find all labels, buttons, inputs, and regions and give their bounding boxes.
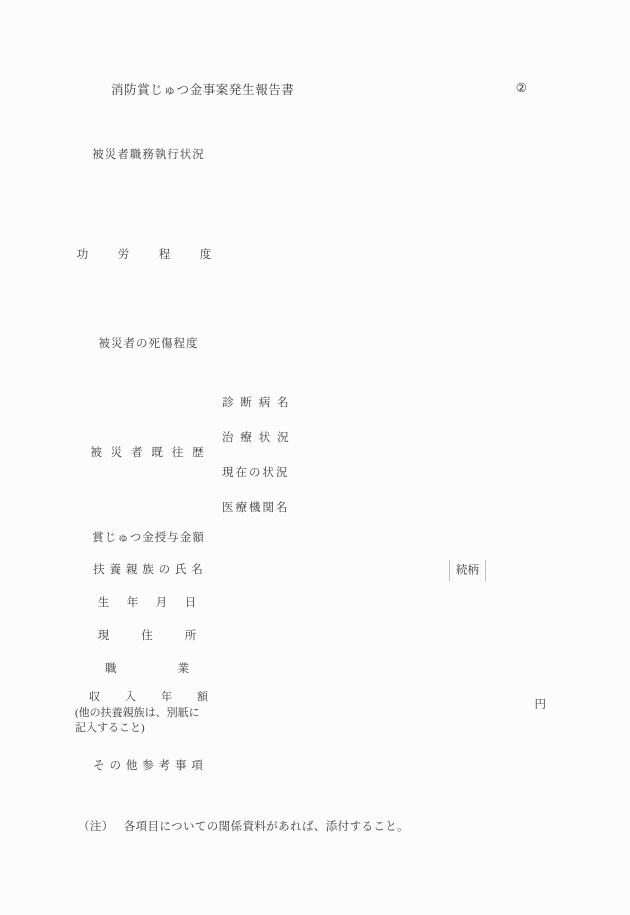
label-other-remarks: そ の 他 参 考 事 項 <box>93 760 204 773</box>
table-row-award-amount <box>75 524 556 554</box>
page-number-mark: ② <box>515 81 527 95</box>
value-other-remarks[interactable] <box>222 741 556 793</box>
value-duty-status[interactable] <box>222 106 556 206</box>
table-row-annual-income <box>75 686 556 741</box>
value-injury-degree[interactable] <box>222 306 556 384</box>
label-history-treatment[interactable]: 治 療 状 況 <box>222 431 291 444</box>
table-row-dependent-name <box>75 554 556 587</box>
table-row-injury-degree <box>75 306 556 384</box>
label-history-current-status[interactable]: 現在の状況 <box>222 466 290 479</box>
table-row-birthdate <box>75 587 556 620</box>
value-occupation[interactable] <box>222 653 556 686</box>
value-dependent-name[interactable] <box>222 554 556 587</box>
label-medical-history: 被 災 者 既 往 歴 <box>90 447 207 460</box>
footer-note-head: （注） <box>78 821 114 833</box>
table-row-occupation <box>75 653 556 686</box>
label-address: 現 住 所 <box>97 629 200 642</box>
label-annual-income-line1: 収 入 年 額 <box>89 690 215 703</box>
label-duty-status: 被災者職務執行状況 <box>92 149 205 162</box>
footer-note <box>78 818 409 834</box>
footer-note-text: 各項目についての関係資料があれば、添付すること。 <box>123 821 410 833</box>
label-dependent-name: 扶 養 親 族 の 氏 名 <box>93 563 204 576</box>
label-relation[interactable]: 続柄 <box>449 560 486 582</box>
value-award-amount[interactable] <box>222 524 556 554</box>
label-annual-income <box>75 686 222 741</box>
label-injury-degree: 被災者の死傷程度 <box>98 338 199 351</box>
value-birthdate[interactable] <box>222 587 556 620</box>
label-annual-income-line2: (他の扶養親族は、別紙に <box>75 706 200 719</box>
page-title: 消防賞じゅつ金事案発生報告書 <box>111 83 295 97</box>
label-annual-income-line3: 記入すること) <box>75 722 145 735</box>
label-award-amount: 賞じゅつ金授与金額 <box>92 532 205 545</box>
label-history-institution[interactable]: 医療機関名 <box>222 501 290 514</box>
table-row-other-remarks <box>75 741 556 793</box>
label-currency-unit: 円 <box>534 698 546 711</box>
report-form-table <box>75 106 556 793</box>
table-row-history-diagnosis <box>75 384 556 419</box>
label-birthdate: 生 年 月 日 <box>97 596 200 609</box>
value-address[interactable] <box>222 620 556 653</box>
label-occupation: 職 業 <box>105 662 192 675</box>
table-row-duty-status <box>75 106 556 206</box>
label-history-diagnosis[interactable]: 診 断 病 名 <box>222 396 291 409</box>
value-merit-degree[interactable] <box>222 206 556 306</box>
table-row-address <box>75 620 556 653</box>
form-header <box>75 80 557 102</box>
label-merit-degree: 功 労 程 度 <box>76 249 221 262</box>
table-row-merit-degree <box>75 206 556 306</box>
value-annual-income[interactable] <box>222 686 556 741</box>
